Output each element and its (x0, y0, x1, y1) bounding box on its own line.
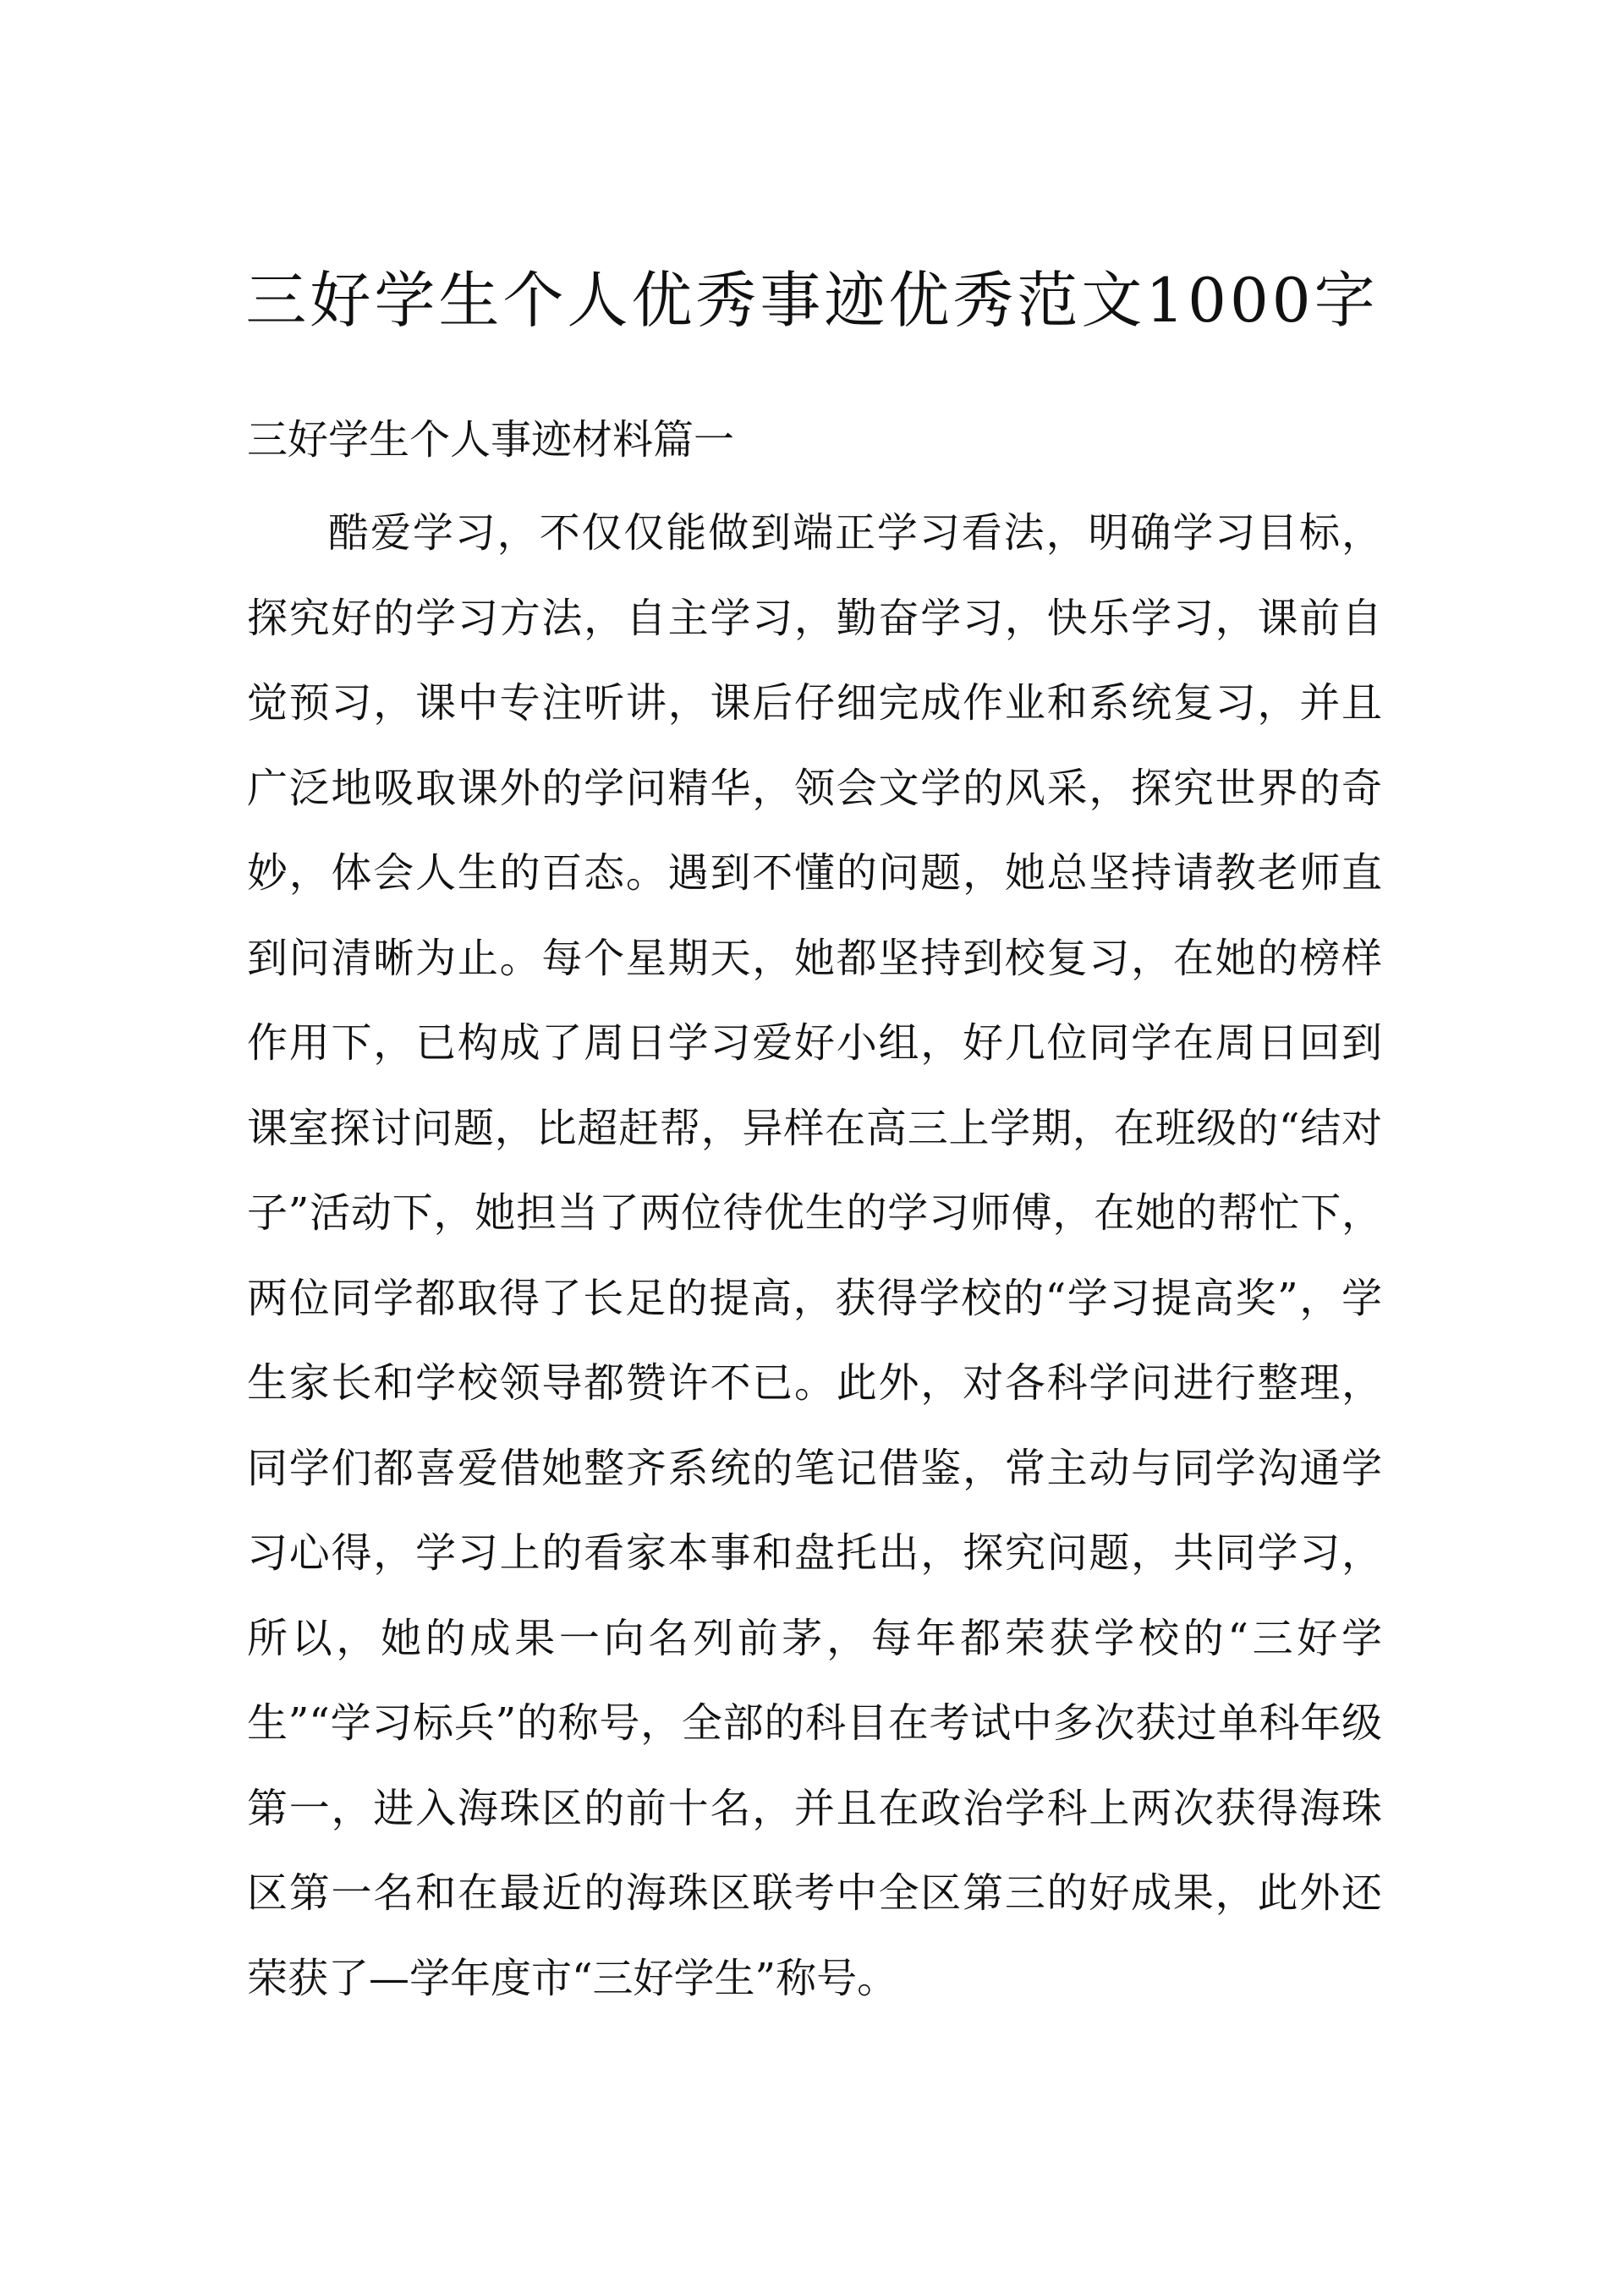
body-paragraph: 酷爱学习，不仅仅能做到端正学习看法，明确学习目标，探究好的学习方法，自主学习，勤奋学习，快乐学习，课前自觉预习，课中专注听讲，课后仔细完成作业和系统复习，并且广泛地吸取课外的学问精华，领会文学的风采，探究世界的奇妙，体会人生的百态。遇到不懂的问题，她总坚持请教老师直到问清晰为止。每个星期天，她都坚持到校复习，在她的榜样作用下，已构成了周日学习爱好小组，好几位同学在周日回到课室探讨问题，比超赶帮，异样在高三上学期，在班级的“结对子”活动下，她担当了两位待优生的学习师傅，在她的帮忙下，两位同学都取得了长足的提高，获得学校的“学习提高奖”，学生家长和学校领导都赞许不已。此外，对各科学问进行整理，同学们都喜爱借她整齐系统的笔记借鉴，常主动与同学沟通学习心得，学习上的看家本事和盘托出，探究问题，共同学习，所以，她的成果一向名列前茅，每年都荣获学校的“三好学生”“学习标兵”的称号，全部的科目在考试中多次获过单科年级第一，进入海珠区的前十名，并且在政治学科上两次获得海珠区第一名和在最近的海珠区联考中全区第三的好成果，此外还荣获了—学年度市“三好学生”称号。 (247, 509, 1382, 2002)
section-heading: 三好学生个人事迹材料篇一 (247, 416, 735, 464)
document-title: 三好学生个人优秀事迹优秀范文1000字 (245, 265, 1379, 336)
